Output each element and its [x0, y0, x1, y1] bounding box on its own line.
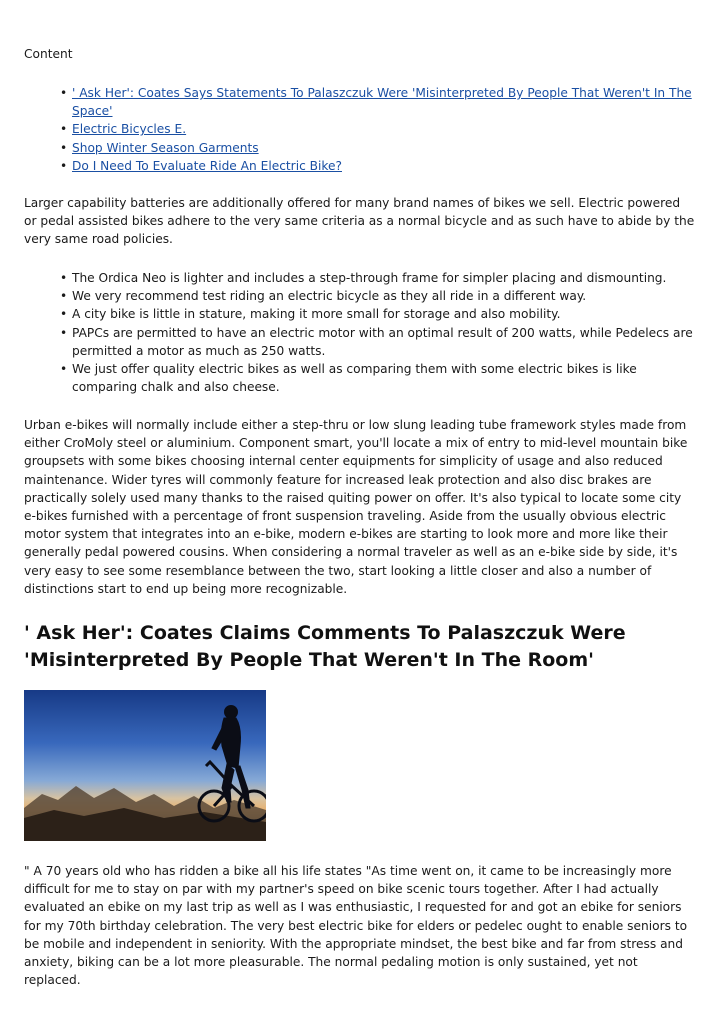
bullet-item: • PAPCs are permitted to have an electric motor with an optimal result of 200 watts, while Pedelecs are permitted a motor as much as 250 watts.: [24, 324, 696, 360]
urban-ebikes-paragraph: Urban e-bikes will normally include either a step-thru or low slung leading tube framework styles made from either CroMoly steel or aluminium. Component smart, you'll locate a mix of entry to mid-level mountain bike groupsets with some bikes choosing internal center equipments for simplicity of usage and also reduced maintenance. Wider tyres will commonly feature for increased leak protection and also disc brakes are practically solely used many thanks to the raised quiting power on offer. It's also typical to locate some city e-bikes furnished with a percentage of front suspension traveling. Aside from the usually obvious electric motor system that integrates into an e-bike, modern e-bikes are starting to look more and more like their generally pedal powered cousins. When considering a normal traveler as well as an e-bike side by side, it's very easy to see some resemblance between the two, start looking a little closer and also a number of distinctions start to end up being more recognizable.: [24, 418, 688, 596]
feature-bullet-list: [24, 269, 696, 396]
toc-link-ask-her[interactable]: ' Ask Her': Coates Says Statements To Palaszczuk Were 'Misinterpreted By People That Weren't In The Space': [72, 86, 692, 119]
toc-item: [24, 120, 696, 138]
cyclist-silhouette-image: [24, 690, 266, 841]
toc-item: [24, 84, 696, 120]
toc-heading: Content: [24, 47, 73, 61]
toc-link-evaluate-ride[interactable]: Do I Need To Evaluate Ride An Electric Bike?: [72, 158, 342, 173]
section-heading: ' Ask Her': Coates Claims Comments To Palaszczuk Were 'Misinterpreted By People That Weren't In The Room': [24, 622, 626, 671]
intro-paragraph: Larger capability batteries are additionally offered for many brand names of bikes we sell. Electric powered or pedal assisted bikes adhere to the very same criteria as a normal bicycle and as such have to abide by the very same road policies.: [24, 196, 695, 247]
bullet-item: • We just offer quality electric bikes as well as comparing them with some electric bikes is like comparing chalk and also cheese.: [24, 360, 696, 396]
cyclist-silhouette-photo: [24, 690, 266, 841]
bullet-item: • The Ordica Neo is lighter and includes a step-through frame for simpler placing and dismounting.: [24, 269, 696, 287]
bullet-item: • We very recommend test riding an electric bicycle as they all ride in a different way.: [24, 287, 696, 305]
toc-link-electric-bicycles[interactable]: Electric Bicycles E.: [72, 122, 187, 137]
senior-ebike-paragraph: " A 70 years old who has ridden a bike all his life states "As time went on, it came to be increasingly more difficult for me to stay on par with my partner's speed on bike scenic tours together. After I had actually evaluated an ebike on my last trip as well as I was enthusiastic, I requested for and got an ebike for seniors for my 70th birthday celebration. The very best electric bike for elders or pedelec ought to enable seniors to be mobile and independent in seniority. With the appropriate mindset, the best bike and far from stress and anxiety, biking can be a lot more pleasurable. The normal pedaling motion is only sustained, yet not replaced.: [24, 864, 688, 988]
toc-link-winter-garments[interactable]: Shop Winter Season Garments: [72, 140, 259, 155]
toc-item: [24, 139, 696, 157]
toc-item: [24, 157, 696, 175]
bullet-item: • A city bike is little in stature, making it more small for storage and also mobility.: [24, 305, 696, 323]
table-of-contents: [24, 84, 696, 175]
